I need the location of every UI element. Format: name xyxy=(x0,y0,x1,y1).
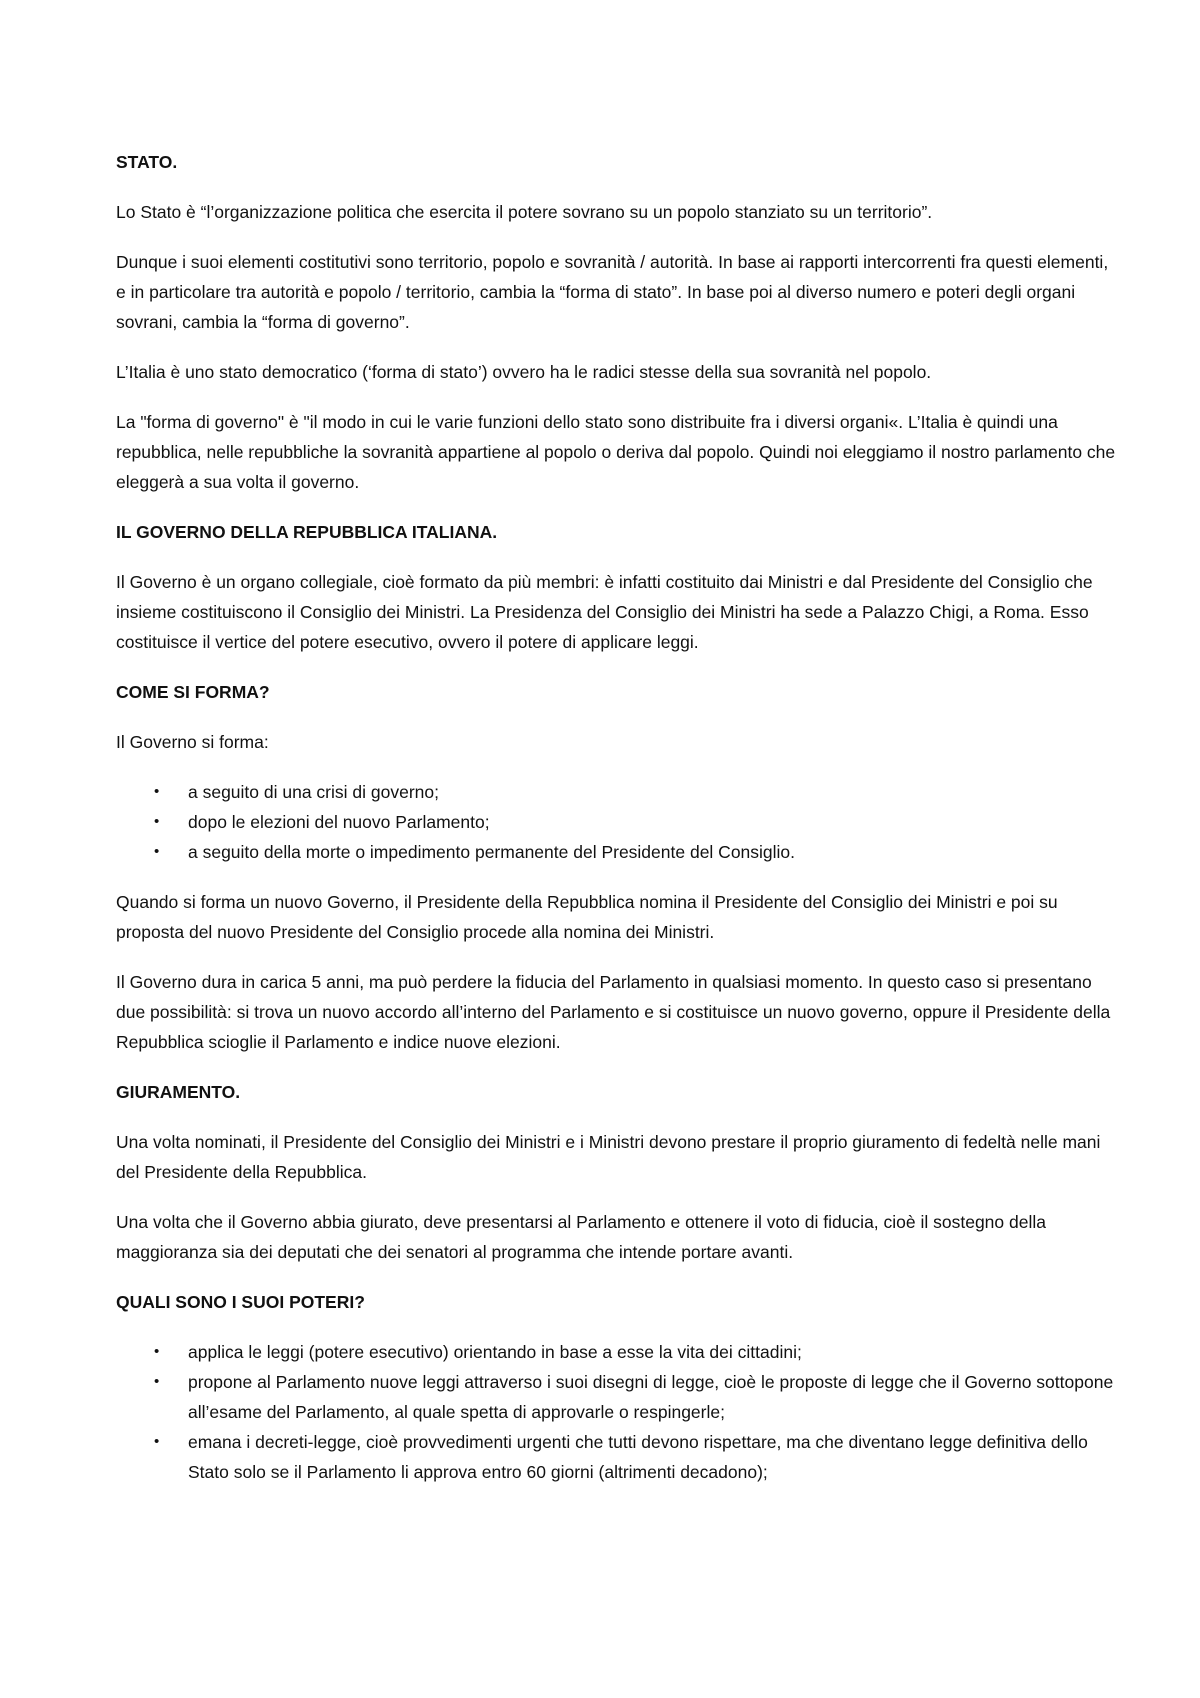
heading-giuramento: GIURAMENTO. xyxy=(116,1082,241,1102)
bullet-icon: • xyxy=(154,783,160,800)
list-item: • propone al Parlamento nuove leggi attraverso i suoi disegni di legge, cioè le proposte di legge che il Governo sottopone all’esame del Parlamento, al quale spetta di approvarle o respingerle; xyxy=(116,1367,1120,1427)
paragraph-forma-intro: Il Governo si forma: xyxy=(116,732,269,752)
heading-stato: STATO. xyxy=(116,152,178,172)
paragraph-nomina: Quando si forma un nuovo Governo, il Presidente della Repubblica nomina il Presidente del Consiglio dei Ministri e poi su proposta del nuovo Presidente del Consiglio procede alla nomina dei Ministri. xyxy=(116,892,1058,942)
paragraph-stato-italia: L’Italia è uno stato democratico (‘forma di stato’) ovvero ha le radici stesse della sua sovranità nel popolo. xyxy=(116,362,932,382)
list-forma xyxy=(116,777,1120,867)
bullet-icon: • xyxy=(154,1343,160,1360)
paragraph-governo-collegiale: Il Governo è un organo collegiale, cioè formato da più membri: è infatti costituito dai Ministri e dal Presidente del Consiglio che insieme costituiscono il Consiglio dei Ministri. La Presidenza del Consiglio dei Ministri ha sede a Palazzo Chigi, a Roma. Esso costituisce il vertice del potere esecutivo, ovvero il potere di applicare leggi. xyxy=(116,572,1093,652)
paragraph-fiducia: Una volta che il Governo abbia giurato, deve presentarsi al Parlamento e ottenere il voto di fiducia, cioè il sostegno della maggioranza sia dei deputati che dei senatori al programma che intende portare avanti. xyxy=(116,1212,1046,1262)
list-item: • applica le leggi (potere esecutivo) orientando in base a esse la vita dei cittadini; xyxy=(116,1337,1120,1367)
list-item: • a seguito della morte o impedimento permanente del Presidente del Consiglio. xyxy=(116,837,1120,867)
heading-poteri: QUALI SONO I SUOI POTERI? xyxy=(116,1292,365,1312)
paragraph-forma-di-governo: La "forma di governo" è "il modo in cui le varie funzioni dello stato sono distribuite fra i diversi organi«. L’Italia è quindi una repubblica, nelle repubbliche la sovranità appartiene al popolo o deriva dal popolo. Quindi noi eleggiamo il nostro parlamento che eleggerà a sua volta il governo. xyxy=(116,412,1116,492)
list-item: • a seguito di una crisi di governo; xyxy=(116,777,1120,807)
list-item: • dopo le elezioni del nuovo Parlamento; xyxy=(116,807,1120,837)
list-item: • emana i decreti-legge, cioè provvedimenti urgenti che tutti devono rispettare, ma che diventano legge definitiva dello Stato solo se il Parlamento li approva entro 60 giorni (altrimenti decadono); xyxy=(116,1427,1120,1487)
list-poteri xyxy=(116,1337,1120,1487)
bullet-icon: • xyxy=(154,813,160,830)
bullet-icon: • xyxy=(154,1373,160,1390)
paragraph-stato-elements: Dunque i suoi elementi costitutivi sono territorio, popolo e sovranità / autorità. In base ai rapporti intercorrenti fra questi elementi, e in particolare tra autorità e popolo / territorio, cambia la “forma di stato”. In base poi al diverso numero e poteri degli organi sovrani, cambia la “forma di governo”. xyxy=(116,252,1109,332)
paragraph-giuramento: Una volta nominati, il Presidente del Consiglio dei Ministri e i Ministri devono prestare il proprio giuramento di fedeltà nelle mani del Presidente della Repubblica. xyxy=(116,1132,1101,1182)
bullet-icon: • xyxy=(154,843,160,860)
paragraph-durata: Il Governo dura in carica 5 anni, ma può perdere la fiducia del Parlamento in qualsiasi momento. In questo caso si presentano due possibilità: si trova un nuovo accordo all’interno del Parlamento e si costituisce un nuovo governo, oppure il Presidente della Repubblica scioglie il Parlamento e indice nuove elezioni. xyxy=(116,972,1111,1052)
bullet-icon: • xyxy=(154,1433,160,1450)
heading-come-si-forma: COME SI FORMA? xyxy=(116,682,270,702)
paragraph-stato-definition: Lo Stato è “l’organizzazione politica che esercita il potere sovrano su un popolo stanziato su un territorio”. xyxy=(116,202,933,222)
heading-governo: IL GOVERNO DELLA REPUBBLICA ITALIANA. xyxy=(116,522,498,542)
